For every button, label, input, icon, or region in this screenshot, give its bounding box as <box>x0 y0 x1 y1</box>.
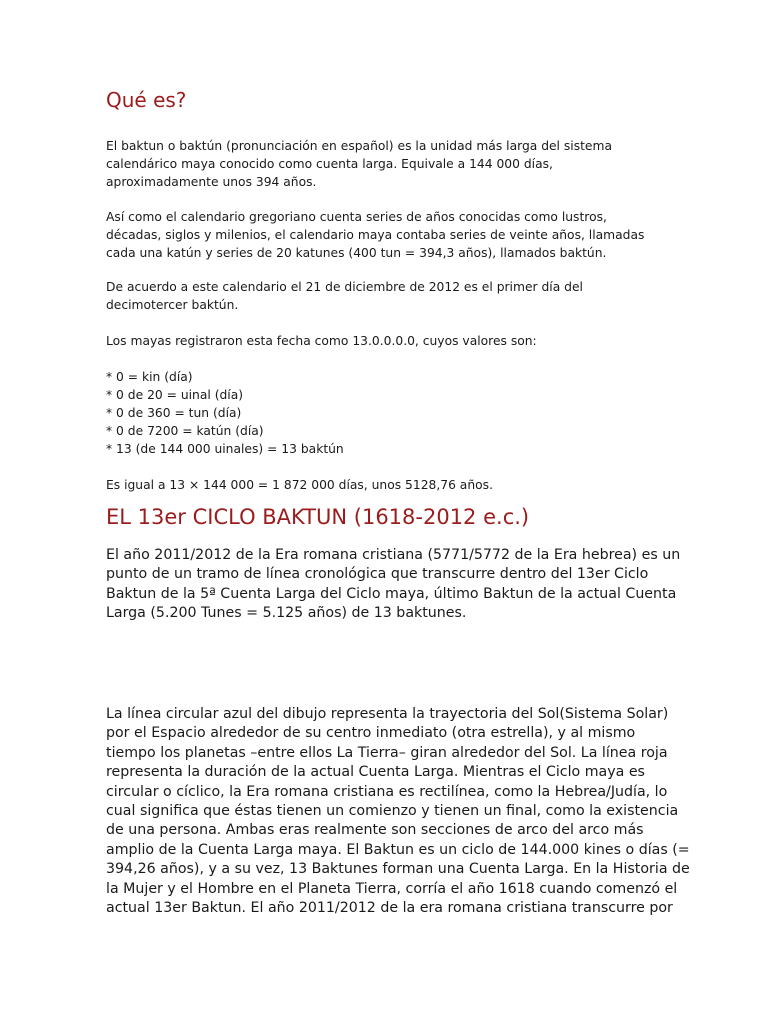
text-line: La línea circular azul del dibujo representa la trayectoria del Sol(Sistema Solar) <box>106 706 669 722</box>
list-item: * 0 de 20 = uinal (día) <box>106 388 244 402</box>
text-line: amplio de la Cuenta Larga maya. El Baktun es un ciclo de 144.000 kines o días (= <box>106 841 690 858</box>
paragraph-baktun-definition <box>106 137 666 191</box>
text-line: Baktun de la 5ª Cuenta Larga del Ciclo maya, último Baktun de la actual Cuenta <box>106 585 677 602</box>
text-line: cada una katún y series de 20 katunes (400 tun = 394,3 años), llamados baktún. <box>106 246 607 260</box>
text-line: Los mayas registraron esta fecha como 13.0.0.0.0, cuyos valores son: <box>106 334 537 348</box>
paragraph-registered-date <box>106 332 666 350</box>
text-line: 394,26 años), y a su vez, 13 Baktunes forman una Cuenta Larga. En la Historia de <box>106 861 690 878</box>
text-line: por el Espacio alrededor de su centro inmediato (otra estrella), y al mismo <box>106 725 636 742</box>
text-line: Es igual a 13 × 144 000 = 1 872 000 días, unos 5128,76 años. <box>106 478 493 492</box>
section-title-que-es: Qué es? <box>106 88 187 112</box>
text-line: tiempo los planetas –entre ellos La Tierra– giran alrededor del Sol. La línea roja <box>106 744 668 761</box>
paragraph-gregorian-comparison <box>106 208 666 262</box>
text-line: El año 2011/2012 de la Era romana cristiana (5771/5772 de la Era hebrea) es un <box>106 547 681 563</box>
text-line: representa la duración de la actual Cuenta Larga. Mientras el Ciclo maya es <box>106 764 645 781</box>
text-line: la Mujer y el Hombre en el Planeta Tierra, corría el año 1618 cuando comenzó el <box>106 880 678 897</box>
text-line: De acuerdo a este calendario el 21 de diciembre de 2012 es el primer día del <box>106 280 583 294</box>
text-line: aproximadamente unos 394 años. <box>106 175 317 189</box>
list-item: * 0 = kin (día) <box>106 370 193 384</box>
list-item: * 0 de 360 = tun (día) <box>106 406 242 420</box>
paragraph-era-romana <box>106 546 681 624</box>
baktun-values-list <box>106 368 666 458</box>
text-line: Larga (5.200 Tunes = 5.125 años) de 13 baktunes. <box>106 605 467 622</box>
text-line: El baktun o baktún (pronunciación en español) es la unidad más larga del sistema <box>106 139 613 153</box>
paragraph-december-2012 <box>106 278 666 314</box>
text-line: Así como el calendario gregoriano cuenta series de años conocidas como lustros, <box>106 210 607 224</box>
text-line: circular o cíclico, la Era romana cristiana es rectilínea, como la Hebrea/Judía, lo <box>106 783 668 800</box>
paragraph-total-days <box>106 476 666 494</box>
list-item: * 13 (de 144 000 uinales) = 13 baktún <box>106 442 344 456</box>
text-line: cual significa que éstas tienen un comienzo y tienen un final, como la existencia <box>106 803 679 820</box>
section-title-13er-ciclo: EL 13er CICLO BAKTUN (1618-2012 e.c.) <box>106 505 530 529</box>
paragraph-linea-circular <box>106 705 690 918</box>
text-line: décadas, siglos y milenios, el calendario maya contaba series de veinte años, llamadas <box>106 228 645 242</box>
text-line: calendárico maya conocido como cuenta larga. Equivale a 144 000 días, <box>106 157 553 171</box>
list-item: * 0 de 7200 = katún (día) <box>106 424 264 438</box>
text-line: de una persona. Ambas eras realmente son secciones de arco del arco más <box>106 822 644 839</box>
text-line: decimotercer baktún. <box>106 298 239 312</box>
text-line: punto de un tramo de línea cronológica que transcurre dentro del 13er Ciclo <box>106 566 649 583</box>
text-line: actual 13er Baktun. El año 2011/2012 de la era romana cristiana transcurre por <box>106 900 673 917</box>
